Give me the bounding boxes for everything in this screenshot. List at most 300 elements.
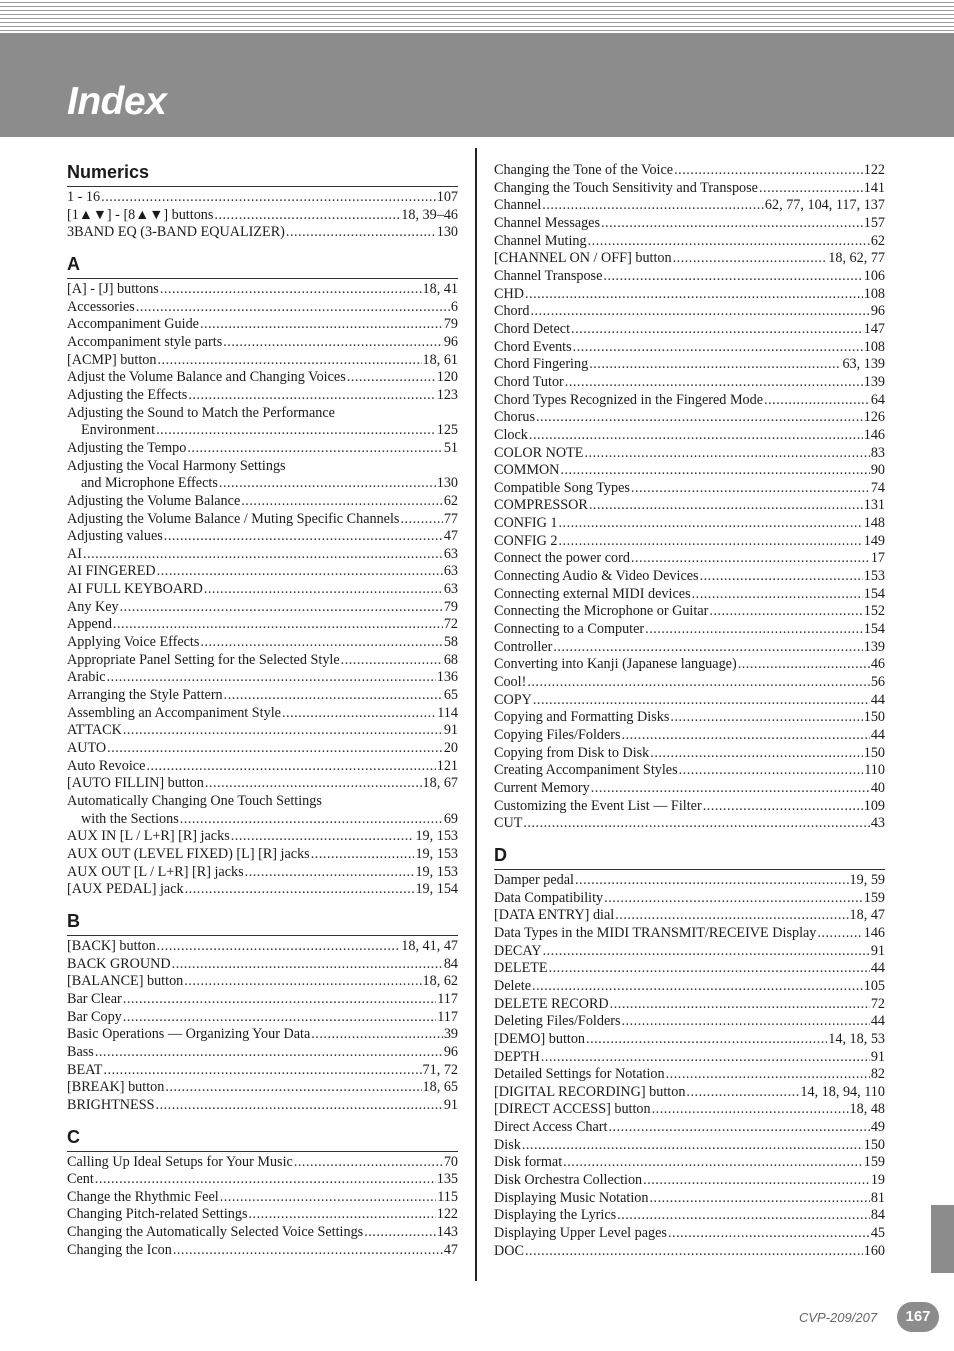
dot-leader [107,669,436,687]
entry-pages: 18, 41 [422,280,458,297]
entry-term: BACK GROUND [67,955,171,972]
entry-pages: 19, 59 [849,871,885,888]
entry-pages: 46 [870,656,885,673]
dot-leader [589,356,841,374]
entry-pages: 122 [863,162,885,178]
index-entry [67,1206,458,1224]
index-entry [67,991,458,1009]
index-entry [67,1097,458,1115]
entry-pages: 159 [863,1154,885,1171]
dot-leader [560,462,869,480]
entry-term: Detailed Settings for Notation [494,1066,665,1083]
dot-leader [156,422,436,440]
entry-term: Displaying Upper Level pages [494,1225,667,1242]
index-entry [494,180,885,198]
index-entry [67,334,458,352]
dot-leader [172,956,443,974]
dot-leader [652,1101,849,1119]
index-entry [67,563,458,581]
index-entry [67,652,458,670]
dot-leader [558,515,862,533]
footer-model-name: CVP-209/207 [799,1310,878,1325]
entry-pages: 81 [870,1189,885,1206]
dot-leader [123,722,443,740]
header-rules [0,0,954,32]
entry-pages: 96 [443,333,458,350]
index-entry [67,616,458,634]
entry-pages: 91 [870,942,885,959]
index-entry [494,1207,885,1225]
index-entry [67,1044,458,1062]
index-entry [494,1243,885,1261]
dot-leader [674,162,863,180]
entry-pages: 79 [443,598,458,615]
entry-term: Connecting the Microphone or Guitar [494,603,709,620]
entry-term: Channel [494,197,542,214]
index-entry [494,233,885,251]
dot-leader [817,925,862,943]
column-divider [475,148,477,1281]
dot-leader [311,846,415,864]
dot-leader [622,727,870,745]
dot-leader [136,299,450,317]
entry-term: [BACK] button [67,937,156,954]
entry-pages: 149 [863,532,885,549]
entry-pages: 43 [870,815,885,832]
dot-leader [103,1062,421,1080]
entry-pages: 62, 77, 104, 117, 137 [764,197,885,214]
entry-term: AI FULL KEYBOARD [67,581,203,598]
index-entry [494,960,885,978]
section-heading: Numerics [67,160,458,187]
dot-leader [184,973,421,991]
entry-term: Accompaniment Guide [67,316,199,333]
entry-term: Appropriate Panel Setting for the Selected Style [67,651,340,668]
entry-list [494,870,885,1260]
entry-term: Channel Transpose [494,267,603,284]
entry-pages: 14, 18, 94, 110 [800,1083,885,1100]
entry-pages: 122 [436,1206,458,1223]
entry-term: Creating Accompaniment Styles [494,762,678,779]
entry-pages: 154 [863,585,885,602]
entry-term: [BALANCE] button [67,973,184,990]
entry-term: AUX OUT [L / L+R] [R] jacks [67,863,244,880]
entry-pages: 152 [863,603,885,620]
index-entry [67,511,458,529]
entry-term: Deleting Files/Folders [494,1013,621,1030]
dot-leader [400,511,442,529]
index-entry [494,250,885,268]
index-entry [494,762,885,780]
dot-leader [527,674,869,692]
entry-term: Bar Clear [67,990,122,1007]
entry-term: Adjust the Volume Balance and Changing Voices [67,369,346,386]
dot-leader [165,1079,421,1097]
dot-leader [536,409,863,427]
entry-pages: 91 [443,1096,458,1113]
entry-pages: 160 [863,1242,885,1259]
dot-leader [294,1154,443,1172]
index-entry [494,1119,885,1137]
entry-pages: 91 [870,1048,885,1065]
index-entry [67,189,458,207]
entry-term: DEPTH [494,1048,540,1065]
dot-leader [101,189,436,207]
entry-term: CONFIG 2 [494,532,558,549]
section-heading: C [67,1125,458,1152]
entry-pages: 91 [443,722,458,739]
entry-term: CONFIG 1 [494,515,558,532]
entry-term: Delete [494,977,532,994]
entry-pages: 44 [870,1013,885,1030]
entry-term: Cool! [494,674,527,691]
entry-term: DELETE [494,960,548,977]
dot-leader [764,392,870,410]
index-entry [67,207,458,225]
entry-pages: 130 [436,224,458,241]
entry-term: Chord Fingering [494,356,589,373]
entry-pages: 117 [437,1008,458,1025]
dot-leader [157,938,401,956]
entry-pages: 19, 153 [415,828,458,845]
index-entry [494,321,885,339]
entry-pages: 64 [870,391,885,408]
entry-pages: 19 [870,1172,885,1189]
entry-list [67,279,458,899]
entry-pages: 44 [870,727,885,743]
index-entry [67,224,458,242]
entry-term: [ACMP] button [67,351,157,368]
thumb-index-tab [931,1205,954,1273]
entry-term: AUX IN [L / L+R] [R] jacks [67,828,230,845]
entry-pages: 14, 18, 53 [828,1030,885,1047]
entry-term: BEAT [67,1061,103,1078]
dot-leader [542,197,764,215]
index-entry [67,581,458,599]
index-entry [494,780,885,798]
index-entry [494,727,885,745]
dot-leader [83,546,443,564]
entry-pages: 18, 48 [849,1101,885,1118]
index-entry [67,956,458,974]
entry-pages: 139 [863,638,885,655]
entry-pages: 150 [863,709,885,726]
dot-leader [219,475,436,493]
index-entry [67,828,458,846]
dot-leader [603,268,862,286]
entry-pages: 143 [436,1224,458,1241]
entry-pages: 150 [863,1136,885,1153]
entry-term: Adjusting the Sound to Match the Performance [67,404,335,421]
entry-pages: 121 [436,757,458,774]
entry-term: COMPRESSOR [494,497,588,514]
entry-term: ATTACK [67,722,122,739]
dot-leader [223,334,443,352]
dot-leader [113,616,443,634]
index-entry [67,775,458,793]
entry-pages: 19, 154 [415,881,458,898]
entry-term: Connecting external MIDI devices [494,585,691,602]
entry-pages: 96 [443,1043,458,1060]
entry-term: BRIGHTNESS [67,1096,155,1113]
entry-term: COMMON [494,462,560,479]
index-entry [67,528,458,546]
entry-term: Copying Files/Folders [494,727,621,743]
entry-pages: 157 [863,214,885,231]
index-entry [67,722,458,740]
entry-pages: 110 [864,762,885,779]
entry-pages: 154 [863,621,885,638]
dot-leader [364,1224,436,1242]
index-entry [67,440,458,458]
index-entry [67,740,458,758]
index-entry [67,687,458,705]
dot-leader [123,1009,436,1027]
dot-leader [650,745,862,763]
entry-term: Changing the Touch Sensitivity and Transpose [494,179,758,196]
entry-term: Disk Orchestra Collection [494,1172,643,1189]
dot-leader [107,740,443,758]
dot-leader [180,811,443,829]
dot-leader [286,224,436,242]
entry-term: Adjusting the Effects [67,386,188,403]
entry-pages: 115 [437,1188,458,1205]
entry-term: Any Key [67,598,119,615]
dot-leader [679,762,864,780]
entry-term: Damper pedal [494,871,574,888]
entry-pages: 18, 65 [422,1079,458,1096]
entry-term: Controller [494,638,553,655]
entry-list [494,160,885,833]
index-entry [494,215,885,233]
index-entry [494,445,885,463]
entry-pages: 96 [870,303,885,320]
entry-pages: 18, 67 [422,775,458,792]
entry-term: Displaying Music Notation [494,1189,649,1206]
dot-leader [670,709,862,727]
entry-term: Assembling an Accompaniment Style [67,704,281,721]
entry-term: Calling Up Ideal Setups for Your Music [67,1153,293,1170]
dot-leader [571,321,863,339]
entry-term: Data Compatibility [494,889,604,906]
entry-pages: 90 [870,462,885,479]
entry-pages: 125 [436,422,458,439]
entry-list [67,936,458,1115]
page-number-badge: 167 [897,1302,939,1332]
entry-term: [DEMO] button [494,1030,586,1047]
entry-term: Changing the Tone of the Voice [494,162,674,178]
dot-leader [601,215,863,233]
entry-term: [1▲▼] - [8▲▼] buttons [67,206,214,223]
entry-pages: 108 [863,338,885,355]
entry-term: Channel Messages [494,214,600,231]
section-heading: A [67,252,458,279]
index-entry [494,639,885,657]
index-entry [494,709,885,727]
dot-leader [311,1026,443,1044]
entry-pages: 39 [443,1026,458,1043]
index-entry [494,1031,885,1049]
index-entry [67,1242,458,1260]
index-entry [494,656,885,674]
dot-leader [146,758,435,776]
index-section [67,252,458,899]
dot-leader [565,374,863,392]
entry-pages: 18, 47 [849,907,885,924]
dot-leader [631,480,870,498]
entry-pages: 146 [863,924,885,941]
dot-leader [610,996,870,1014]
dot-leader [533,692,870,710]
entry-term: Connecting to a Computer [494,621,645,638]
entry-term: and Microphone Effects [81,475,218,492]
index-entry [494,907,885,925]
entry-pages: 153 [863,568,885,585]
dot-leader [532,978,863,996]
entry-term: Changing the Icon [67,1241,172,1258]
entry-term: COPY [494,691,532,708]
index-entry [67,758,458,776]
entry-pages: 148 [863,515,885,532]
entry-pages: 47 [443,528,458,545]
entry-term: Compatible Song Types [494,479,630,496]
entry-pages: 18, 62, 77 [828,250,885,267]
entry-term: CHD [494,285,524,302]
dot-leader [214,207,400,225]
index-entry [67,281,458,299]
index-entry [494,925,885,943]
entry-term: Adjusting values [67,528,163,545]
dot-leader [123,991,436,1009]
entry-term: AI FINGERED [67,563,156,580]
entry-term: Adjusting the Vocal Harmony Settings [67,457,286,474]
entry-term: Changing Pitch-related Settings [67,1206,248,1223]
dot-leader [631,550,870,568]
entry-term: with the Sections [81,810,179,827]
entry-term: Copying and Formatting Disks [494,709,670,726]
index-entry [494,568,885,586]
entry-pages: 77 [443,510,458,527]
index-entry [67,475,458,493]
index-entry [494,480,885,498]
entry-term: Current Memory [494,779,590,796]
entry-pages: 65 [443,687,458,704]
index-entry [67,938,458,956]
entry-pages: 126 [863,409,885,426]
dot-leader [563,1154,863,1172]
index-entry [494,1190,885,1208]
index-entry [494,1066,885,1084]
dot-leader [666,1066,870,1084]
entry-pages: 146 [863,426,885,443]
entry-term: Chord Types Recognized in the Fingered Mode [494,391,764,408]
index-entry [494,1172,885,1190]
index-entry [494,1084,885,1102]
entry-pages: 120 [436,369,458,386]
page-title: Index [67,80,167,123]
index-entry [494,586,885,604]
index-entry [494,943,885,961]
entry-term: Automatically Changing One Touch Settings [67,793,322,809]
entry-pages: 18, 41, 47 [401,937,458,954]
index-entry [67,405,458,423]
dot-leader [608,1119,869,1137]
dot-leader [586,1031,827,1049]
entry-term: DOC [494,1242,524,1259]
dot-leader [522,1137,863,1155]
dot-leader [523,815,869,833]
index-entry [494,996,885,1014]
dot-leader [530,303,869,321]
section-heading: B [67,909,458,936]
entry-term: Chord Tutor [494,373,564,390]
index-entry [67,1079,458,1097]
entry-pages: 141 [863,179,885,196]
index-entry [67,1026,458,1044]
dot-leader [589,497,863,515]
dot-leader [205,775,422,793]
entry-pages: 70 [443,1153,458,1170]
entry-term: AI [67,545,82,562]
dot-leader [224,687,443,705]
index-section [67,1125,458,1260]
entry-pages: 18, 61 [422,351,458,368]
entry-pages: 117 [437,990,458,1007]
index-entry [67,299,458,317]
entry-term: Connecting Audio & Video Devices [494,568,699,585]
dot-leader [220,1189,437,1207]
entry-pages: 83 [870,444,885,461]
index-entry [494,745,885,763]
entry-pages: 63 [443,545,458,562]
entry-term: Disk format [494,1154,563,1171]
section-heading: D [494,843,885,870]
dot-leader [164,528,443,546]
entry-term: [A] - [J] buttons [67,280,159,297]
dot-leader [248,1206,435,1224]
entry-pages: 74 [870,479,885,496]
dot-leader [700,568,863,586]
index-entry [67,546,458,564]
entry-pages: 40 [870,779,885,796]
index-entry [494,356,885,374]
index-entry [494,162,885,180]
entry-pages: 45 [870,1225,885,1242]
dot-leader [617,1207,870,1225]
index-entry [494,515,885,533]
index-section [67,160,458,242]
dot-leader [622,1013,870,1031]
entry-pages: 159 [863,889,885,906]
entry-pages: 105 [863,977,885,994]
index-entry [67,493,458,511]
index-entry [494,286,885,304]
index-entry [67,422,458,440]
index-section [494,160,885,833]
entry-term: Adjusting the Volume Balance / Muting Specific Channels [67,510,400,527]
entry-list [67,1152,458,1260]
dot-leader [649,1190,869,1208]
entry-pages: 56 [870,674,885,691]
entry-pages: 62 [870,232,885,249]
index-entry [494,603,885,621]
entry-pages: 47 [443,1241,458,1258]
entry-pages: 84 [443,955,458,972]
index-entry [494,621,885,639]
index-entry [67,1154,458,1172]
dot-leader [709,603,862,621]
entry-pages: 107 [436,189,458,205]
